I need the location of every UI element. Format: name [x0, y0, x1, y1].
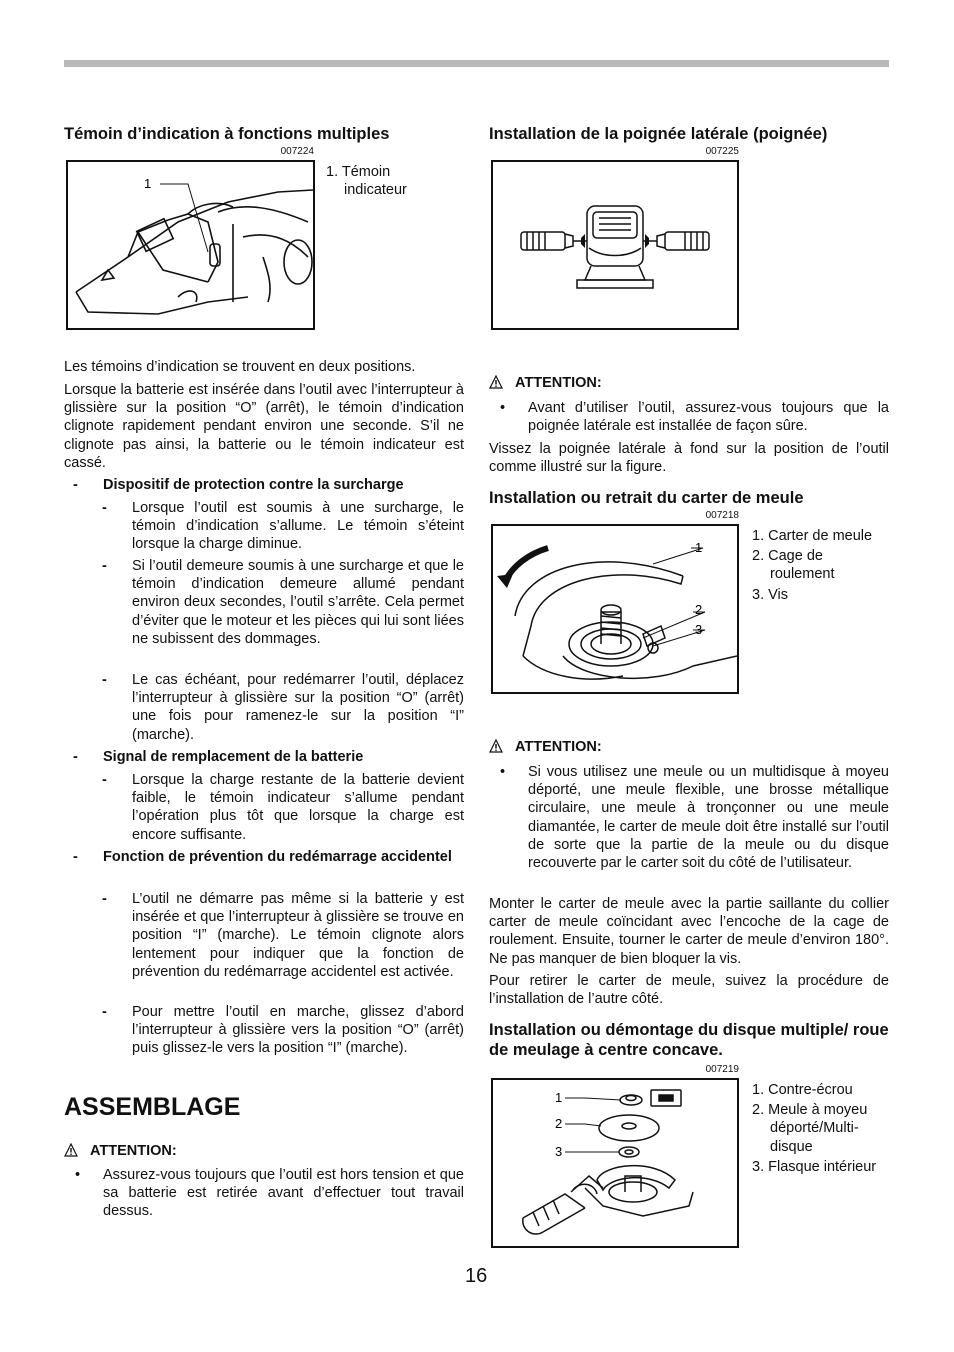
legend-item: 1. Témoin indicateur	[326, 164, 407, 199]
feature-title-battery: - Signal de remplacement de la batterie	[73, 749, 364, 765]
attention-label: ATTENTION:	[489, 738, 602, 756]
attention-label: ATTENTION:	[64, 1142, 177, 1160]
figure-code: 007218	[705, 510, 739, 521]
legend-item: 2. Meule à moyeu déporté/Multi-disque	[752, 1102, 868, 1155]
figure-wheel-guard	[491, 524, 739, 694]
list-item: - Lorsque la charge restante de la batterie devient faible, le témoin indicateur s’allume pendant l’opération plus tôt que lorsque la charge est encore suffisante.	[102, 772, 464, 843]
figure-callout-2: 2	[695, 602, 703, 617]
figure-callout-3: 3	[695, 622, 703, 637]
attention-bullet: • Si vous utilisez une meule ou un multidisque à moyeu déporté, une meule flexible, une brosse métallique circulaire, une meule à tronçonner ou une meule diamantée, le carter de meule doit être installé sur l’outil de sorte que la partie de la meule ou du disque recouverte par le carter soit du côté de l’utilisateur.	[500, 764, 889, 872]
assemblage-heading: ASSEMBLAGE	[64, 1093, 241, 1121]
disc-install-illustration	[493, 1080, 737, 1246]
side-handle-illustration	[493, 162, 737, 328]
wheel-guard-illustration	[493, 526, 737, 692]
figure-indicator-lamp	[66, 160, 315, 330]
section-title-multi-indicator: Témoin d’indication à fonctions multiples	[64, 125, 390, 143]
figure-callout-3: 3	[555, 1144, 563, 1159]
grinder-indicator-illustration	[68, 162, 313, 328]
section-title-disc-install: Installation ou démontage du disque multiple/ roue de meulage à centre concave.	[489, 1021, 889, 1059]
figure-callout-2: 2	[555, 1116, 563, 1131]
attention-label: ATTENTION:	[489, 374, 602, 392]
warning-icon	[489, 375, 503, 389]
legend-item: 3. Vis	[752, 586, 789, 603]
figure-disc-install	[491, 1078, 739, 1248]
legend-item: 2. Cage de roulement	[752, 548, 835, 583]
list-item: - Lorsque l’outil est soumis à une surcharge, le témoin d’indication s’allume. Le témoin s’éteint lorsque la charge diminue.	[102, 500, 464, 553]
figure-code: 007225	[705, 146, 739, 157]
figure-callout-1: 1	[695, 540, 703, 555]
list-item: - Si l’outil demeure soumis à une surcharge et que le témoin d’indication demeure allumé pendant environ deux secondes, l’outil s’arrête. Cela permet d’éviter que le moteur et les pièces qui lui sont liées ne subissent des dommages.	[102, 558, 464, 647]
legend-item: 1. Carter de meule	[752, 528, 873, 544]
section-title-side-handle: Installation de la poignée latérale (poignée)	[489, 125, 828, 143]
legend-item: 3. Flasque intérieur	[752, 1158, 877, 1175]
figure-legend	[752, 1081, 889, 1176]
section-title-wheel-guard: Installation ou retrait du carter de meule	[489, 489, 804, 507]
wheel-guard-paragraph-2: Pour retirer le carter de meule, suivez la procédure de l’installation de l’autre côté.	[489, 973, 889, 1008]
warning-icon	[489, 739, 503, 753]
figure-legend	[752, 527, 889, 604]
legend-item: 1. Contre-écrou	[752, 1082, 853, 1098]
figure-code: 007224	[280, 146, 314, 157]
feature-title-overload: - Dispositif de protection contre la surcharge	[73, 477, 404, 493]
figure-legend	[326, 163, 436, 199]
intro-paragraph-1: Les témoins d’indication se trouvent en deux positions.	[64, 359, 416, 375]
figure-code: 007219	[705, 1064, 739, 1075]
intro-paragraph-2: Lorsque la batterie est insérée dans l’outil avec l’interrupteur à glissière sur la position “O” (arrêt), le témoin d’indication clignote rapidement pendant environ une seconde. S’il ne clignote pas ainsi, la batterie ou le témoin indicateur est cassé.	[64, 382, 464, 471]
figure-side-handle	[491, 160, 739, 330]
warning-icon	[64, 1143, 78, 1157]
list-item: - L’outil ne démarre pas même si la batterie y est insérée et que l’interrupteur à glissière se trouve en position “I” (marche). Le témoin clignote alors lentement pour indiquer que la fonction de prévention du redémarrage accidentel est activée.	[102, 891, 464, 980]
attention-bullet: • Avant d’utiliser l’outil, assurez-vous toujours que la poignée latérale est installée de façon sûre.	[500, 400, 889, 435]
side-handle-paragraph: Vissez la poignée latérale à fond sur la position de l’outil comme illustré sur la figure.	[489, 441, 889, 476]
wheel-guard-paragraph-1: Monter le carter de meule avec la partie saillante du collier carter de meule coïncidant avec l’encoche de la cage de roulement. Ensuite, tourner le carter de meule d’environ 180°. Ne pas manquer de bien bloquer la vis.	[489, 896, 889, 967]
figure-callout-1: 1	[555, 1090, 563, 1105]
header-rule	[64, 60, 889, 67]
figure-callout-1: 1	[144, 176, 152, 191]
page-number: 16	[465, 1265, 488, 1287]
list-item: - Le cas échéant, pour redémarrer l’outil, déplacez l’interrupteur à glissière sur la position “O” (arrêt) une fois pour ramenez-le sur la position “I” (marche).	[102, 672, 464, 743]
list-item: - Pour mettre l’outil en marche, glissez d’abord l’interrupteur à glissière vers la position “O” (arrêt) puis glissez-le vers la position “I” (marche).	[102, 1004, 464, 1057]
feature-title-restart: - Fonction de prévention du redémarrage accidentel	[73, 849, 452, 865]
attention-bullet: • Assurez-vous toujours que l’outil est hors tension et que sa batterie est retirée avant d’effectuer tout travail dessus.	[75, 1167, 464, 1220]
